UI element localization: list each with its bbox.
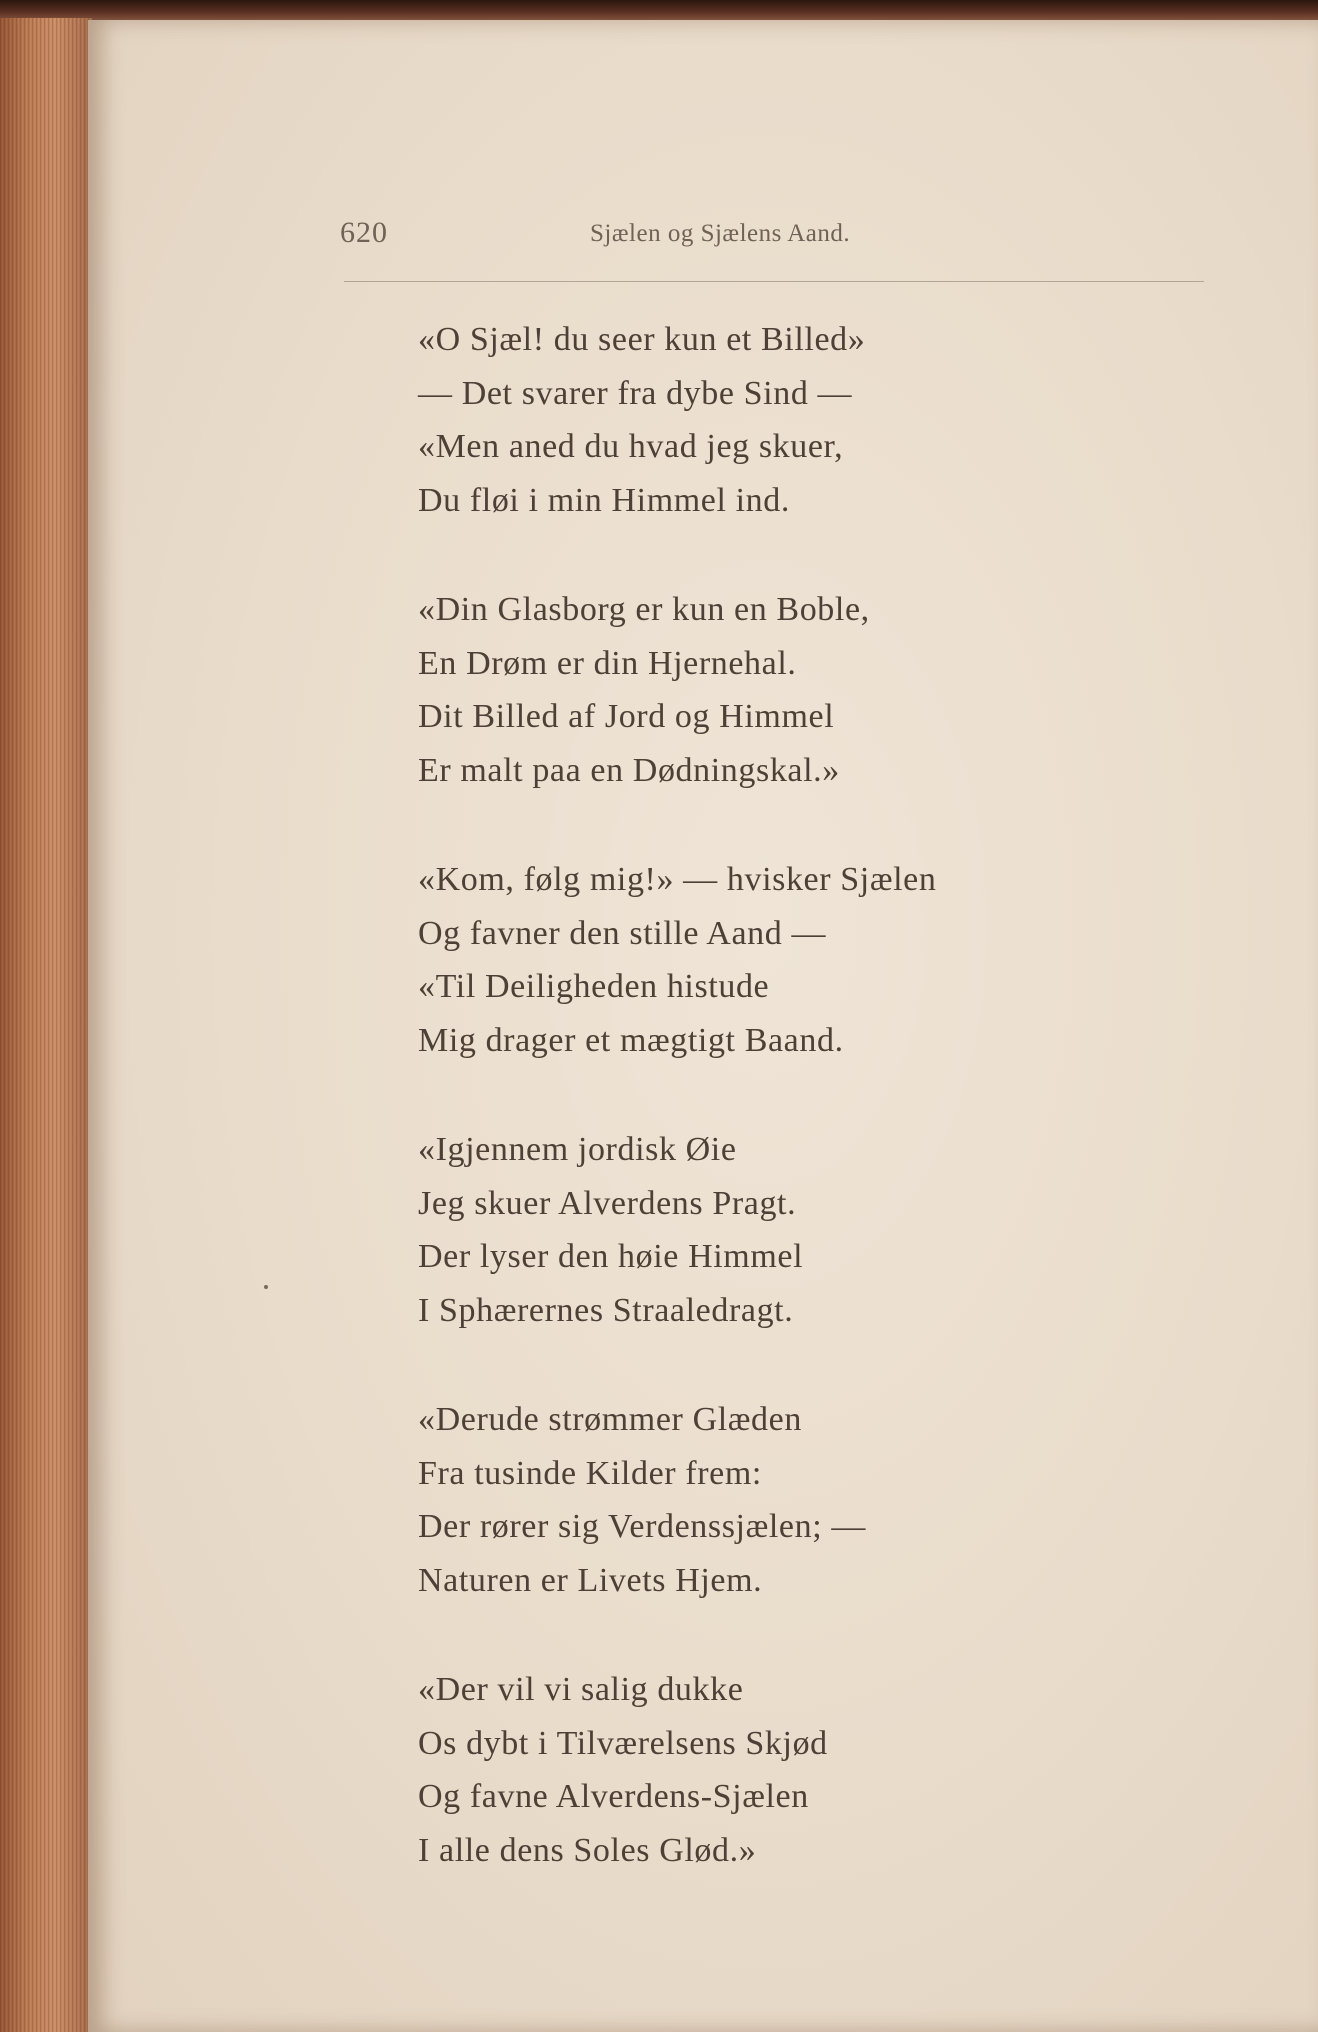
verse-line: I alle dens Soles Glød.» <box>418 1831 757 1869</box>
verse-line: «O Sjæl! du seer kun et Billed» <box>418 321 866 358</box>
verse-line: Og favner den stille Aand — <box>418 914 827 952</box>
paper-speck <box>264 1285 268 1289</box>
verse-line: «Der vil vi salig dukke <box>418 1671 744 1708</box>
verse-line: Mig drager et mægtigt Baand. <box>418 1021 844 1059</box>
header-rule <box>344 281 1204 282</box>
verse-line: «Til Deiligheden histude <box>418 968 770 1005</box>
verse-line: Dit Billed af Jord og Himmel <box>418 698 835 735</box>
verse-line: Der rører sig Verdenssjælen; — <box>418 1508 866 1545</box>
stanza-6 <box>418 1663 1218 1877</box>
page-edges <box>0 18 92 2032</box>
verse-line: Der lyser den høie Himmel <box>418 1238 804 1275</box>
verse-line: Os dybt i Tilværelsens Skjød <box>418 1724 828 1762</box>
verse-line: En Drøm er din Hjernehal. <box>418 644 797 682</box>
verse-line: Og favne Alverdens-Sjælen <box>418 1778 809 1815</box>
verse-line: — Det svarer fra dybe Sind — <box>418 374 853 412</box>
verse-line: Du fløi i min Himmel ind. <box>418 481 790 519</box>
book-page <box>88 20 1318 2032</box>
verse-line: «Igjennem jordisk Øie <box>418 1131 737 1168</box>
stanza-1 <box>418 313 1218 527</box>
verse-line: «Derude strømmer Glæden <box>418 1401 802 1438</box>
page-number: 620 <box>340 216 388 249</box>
verse-line: Naturen er Livets Hjem. <box>418 1561 763 1599</box>
verse-line: «Men aned du hvad jeg skuer, <box>418 428 844 465</box>
verse-line: «Din Glasborg er kun en Boble, <box>418 591 870 628</box>
stanza-4 <box>418 1123 1218 1337</box>
book-top-edge <box>0 0 1318 22</box>
verse-line: I Sphærernes Straaledragt. <box>418 1291 794 1329</box>
stanza-5 <box>418 1393 1218 1607</box>
page-header <box>88 216 1318 256</box>
verse-line: «Kom, følg mig!» — hvisker Sjælen <box>418 861 937 898</box>
stanza-3 <box>418 853 1218 1067</box>
verse-line: Fra tusinde Kilder frem: <box>418 1454 762 1492</box>
poem <box>418 313 1218 1933</box>
stanza-2 <box>418 583 1218 797</box>
verse-line: Er malt paa en Dødningskal.» <box>418 751 840 789</box>
running-title: Sjælen og Sjælens Aand. <box>590 220 851 247</box>
verse-line: Jeg skuer Alverdens Pragt. <box>418 1184 797 1222</box>
